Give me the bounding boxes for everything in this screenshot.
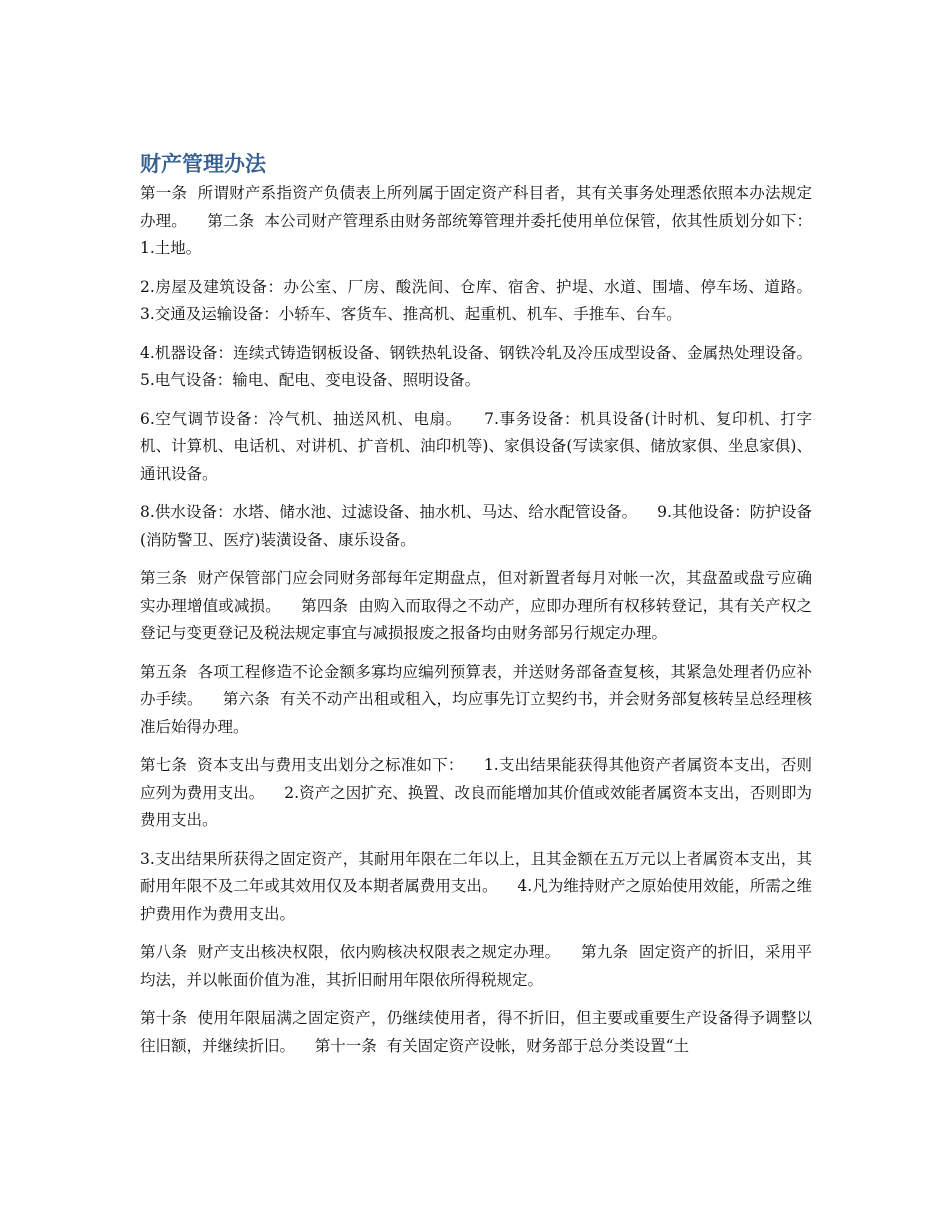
paragraph-8: 第七条 资本支出与费用支出划分之标准如下： 1.支出结果能获得其他资产者属资本支出，否则应列为费用支出。 2.资产之因扩充、换置、改良而能增加其价值或效能者属资本支出，否则即为费用支出。 <box>140 756 812 829</box>
paragraph-3: 4.机器设备：连续式铸造钢板设备、钢铁热轧设备、钢铁冷轧及冷压成型设备、金属热处理设备。 5.电气设备：输电、配电、变电设备、照明设备。 <box>140 343 832 389</box>
paragraph-10: 第八条 财产支出核决权限，依内购核决权限表之规定办理。 第九条 固定资产的折旧，采用平均法，并以帐面价值为准，其折旧耐用年限依所得税规定。 <box>140 943 812 989</box>
paragraph-9: 3.支出结果所获得之固定资产，其耐用年限在二年以上，且其金额在五万元以上者属资本支出，其耐用年限不及二年或其效用仅及本期者属费用支出。 4.凡为维持财产之原始使用效能，所需之维护费用作为费用支出。 <box>140 849 812 923</box>
paragraph-11: 第十条 使用年限届满之固定资产，仍继续使用者，得不折旧，但主要或重要生产设备得予调整以往旧额，并继续折旧。 第十一条 有关固定资产设帐，财务部于总分类设置“土 <box>140 1009 812 1055</box>
paragraph-7: 第五条 各项工程修造不论金额多寡均应编列预算表，并送财务部备查复核，其紧急处理者仍应补办手续。 第六条 有关不动产出租或租入，均应事先订立契约书，并会财务部复核转呈总经理核准后始得办理。 <box>140 662 812 736</box>
paragraph-4: 6.空气调节设备：冷气机、抽送风机、电扇。 7.事务设备：机具设备(计时机、复印机、打字机、计算机、电话机、对讲机、扩音机、油印机等)、家俱设备(写读家俱、储放家俱、坐息家俱)、通讯设备。 <box>140 409 812 483</box>
document-title: 财产管理办法 <box>140 152 266 176</box>
paragraph-1: 第一条 所谓财产系指资产负债表上所列属于固定资产科目者，其有关事务处理悉依照本办法规定办理。 第二条 本公司财产管理系由财务部统筹管理并委托使用单位保管，依其性质划分如下： 1.土地。 <box>140 184 832 257</box>
document-body <box>140 148 832 1071</box>
paragraph-5: 8.供水设备：水塔、储水池、过滤设备、抽水机、马达、给水配管设备。 9.其他设备：防护设备(消防警卫、医疗)装潢设备、康乐设备。 <box>140 503 812 549</box>
paragraph-2: 2.房屋及建筑设备：办公室、厂房、酸洗间、仓库、宿舍、护堤、水道、围墙、停车场、道路。 3.交通及运输设备：小轿车、客货车、推高机、起重机、机车、手推车、台车。 <box>140 277 832 323</box>
paragraph-6: 第三条 财产保管部门应会同财务部每年定期盘点，但对新置者每月对帐一次，其盘盈或盘亏应确实办理增值或减损。 第四条 由购入而取得之不动产，应即办理所有权移转登记，其有关产权之登记与变更登记及税法规定事宜与减损报废之报备均由财务部另行规定办理。 <box>140 569 812 642</box>
